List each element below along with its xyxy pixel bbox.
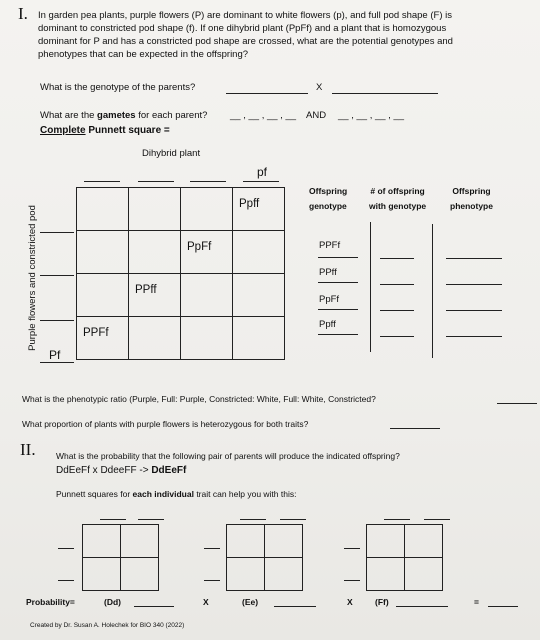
answer-blank-parent1[interactable]	[226, 93, 308, 94]
ee-left-blank-1[interactable]	[204, 548, 220, 549]
punnett-cell[interactable]	[233, 274, 285, 317]
ff-cell[interactable]	[367, 525, 405, 558]
ff-punnett-square	[366, 524, 443, 591]
ff-cell[interactable]	[405, 558, 443, 591]
dd-cell[interactable]	[83, 558, 121, 591]
table-divider-2	[432, 224, 433, 358]
dd-cell[interactable]	[121, 558, 159, 591]
ee-cell[interactable]	[265, 558, 303, 591]
probability-times-2: X	[347, 597, 353, 607]
ee-top-blank-1[interactable]	[240, 519, 266, 520]
punnett-cell[interactable]	[129, 188, 181, 231]
question-phenotypic-ratio: What is the phenotypic ratio (Purple, Full: Purple, Constricted: White, Full: White, Constricted?	[22, 394, 376, 404]
probability-ff-blank[interactable]	[396, 606, 448, 607]
phenotype-blank-4[interactable]	[446, 336, 502, 337]
dd-top-blank-1[interactable]	[100, 519, 126, 520]
section-two-question: What is the probability that the following pair of parents will produce the indicated offspring?	[56, 451, 400, 461]
footer-credit: Created by Dr. Susan A. Holechek for BIO 340 (2022)	[30, 622, 185, 629]
punnett-cell[interactable]: Ppff	[233, 188, 285, 231]
probability-label: Probability=	[26, 597, 75, 607]
phenotype-blank-2[interactable]	[446, 284, 502, 285]
dd-cell[interactable]	[121, 525, 159, 558]
punnett-cell[interactable]: PPFf	[77, 317, 129, 360]
punnett-cell[interactable]	[233, 231, 285, 274]
ff-left-blank-1[interactable]	[344, 548, 360, 549]
offspring-genotype-1: PPFf	[319, 240, 341, 251]
punnett-cell[interactable]	[77, 274, 129, 317]
top-gamete-blank-3[interactable]	[190, 181, 226, 182]
ee-punnett-square	[226, 524, 303, 591]
dd-left-blank-2[interactable]	[58, 580, 74, 581]
ff-top-blank-2[interactable]	[424, 519, 450, 520]
punnett-cell[interactable]	[77, 231, 129, 274]
punnett-cell[interactable]: PpFf	[181, 231, 233, 274]
genotype-underline-2	[318, 282, 358, 283]
left-gamete-blank-3[interactable]	[40, 320, 74, 321]
left-gamete-blank-2[interactable]	[40, 275, 74, 276]
phenotype-blank-1[interactable]	[446, 258, 502, 259]
offspring-genotype-2: PPff	[319, 267, 337, 278]
top-gamete-blank-1[interactable]	[84, 181, 120, 182]
punnett-cell[interactable]	[129, 231, 181, 274]
offspring-genotype-4: Ppff	[319, 319, 336, 330]
punnett-cell[interactable]	[181, 274, 233, 317]
answer-blank-proportion[interactable]	[390, 428, 440, 429]
probability-ee-label: (Ee)	[242, 597, 259, 607]
section-two-numeral: II.	[20, 440, 36, 459]
left-gamete-blank-1[interactable]	[40, 232, 74, 233]
genotype-underline-4	[318, 334, 358, 335]
genotype-underline-3	[318, 309, 358, 310]
dd-left-blank-1[interactable]	[58, 548, 74, 549]
punnett-cell[interactable]: PPff	[129, 274, 181, 317]
punnett-cell[interactable]	[181, 188, 233, 231]
section-two-hint: Punnett squares for each individual trait can help you with this:	[56, 489, 297, 499]
probability-ee-blank[interactable]	[274, 606, 316, 607]
ee-cell[interactable]	[227, 558, 265, 591]
probability-times-1: X	[203, 597, 209, 607]
header-offspring-count: # of offspring with genotype	[369, 186, 427, 211]
answer-blank-ratio[interactable]	[497, 403, 537, 404]
ff-cell[interactable]	[367, 558, 405, 591]
probability-dd-blank[interactable]	[134, 606, 174, 607]
count-blank-3[interactable]	[380, 310, 414, 311]
probability-result-blank[interactable]	[488, 606, 518, 607]
probability-dd-label: (Dd)	[104, 597, 121, 607]
section-one-numeral: I.	[18, 4, 28, 23]
header-offspring-genotype: Offspring genotype	[309, 186, 348, 211]
gamete-blanks-parent1[interactable]: __ , __ , __ , __	[230, 110, 297, 121]
genotype-underline-1	[318, 257, 358, 258]
cross-x: X	[316, 82, 323, 93]
dihybrid-plant-label: Dihybrid plant	[142, 148, 201, 159]
ff-cell[interactable]	[405, 525, 443, 558]
top-gamete-blank-4[interactable]	[243, 181, 279, 182]
ee-top-blank-2[interactable]	[280, 519, 306, 520]
probability-ff-label: (Ff)	[375, 597, 389, 607]
punnett-cell[interactable]	[129, 317, 181, 360]
count-blank-1[interactable]	[380, 258, 414, 259]
question-gametes: What are the gametes for each parent?	[40, 110, 208, 121]
count-blank-2[interactable]	[380, 284, 414, 285]
left-gamete-blank-4[interactable]	[40, 362, 74, 363]
gamete-blanks-parent2[interactable]: __ , __ , __ , __	[338, 110, 405, 121]
offspring-genotype-3: PpFf	[319, 294, 340, 305]
section-two-cross: DdEeFf x DdeeFF -> DdEeFf	[56, 465, 187, 476]
complete-punnett-heading: Complete Punnett square =	[40, 125, 170, 136]
ee-cell[interactable]	[265, 525, 303, 558]
intro-line-4: phenotypes that can be expected in the offspring?	[38, 49, 249, 60]
count-blank-4[interactable]	[380, 336, 414, 337]
and-label: AND	[306, 110, 327, 121]
left-gamete-written: Pf	[49, 348, 61, 362]
ee-cell[interactable]	[227, 525, 265, 558]
intro-line-2: dominant to constricted pod shape (f). If one dihybrid plant (PpFf) and a plant that is homozygous	[38, 23, 447, 34]
punnett-cell[interactable]	[77, 188, 129, 231]
question-parents: What is the genotype of the parents?	[40, 82, 196, 93]
dihybrid-punnett-square	[76, 187, 285, 360]
ee-left-blank-2[interactable]	[204, 580, 220, 581]
top-gamete-written: pf	[257, 165, 268, 179]
dd-cell[interactable]	[83, 525, 121, 558]
top-gamete-blank-2[interactable]	[138, 181, 174, 182]
side-parent-label: Purple flowers and constricted pod	[27, 205, 38, 351]
table-divider-1	[370, 222, 371, 352]
punnett-cell[interactable]	[233, 317, 285, 360]
dd-top-blank-2[interactable]	[138, 519, 164, 520]
answer-blank-parent2[interactable]	[332, 93, 438, 94]
intro-line-3: dominant for P and has a constricted pod shape are crossed, what are the potential genotypes and	[38, 36, 453, 47]
question-proportion: What proportion of plants with purple flowers is heterozygous for both traits?	[22, 419, 309, 429]
punnett-cell[interactable]	[181, 317, 233, 360]
dd-punnett-square	[82, 524, 159, 591]
header-offspring-phenotype: Offspring phenotype	[450, 186, 493, 211]
ff-left-blank-2[interactable]	[344, 580, 360, 581]
intro-line-1: In garden pea plants, purple flowers (P) are dominant to white flowers (p), and full pod shape (F) is	[38, 10, 452, 21]
ff-top-blank-1[interactable]	[384, 519, 410, 520]
phenotype-blank-3[interactable]	[446, 310, 502, 311]
probability-equals: =	[474, 597, 479, 607]
